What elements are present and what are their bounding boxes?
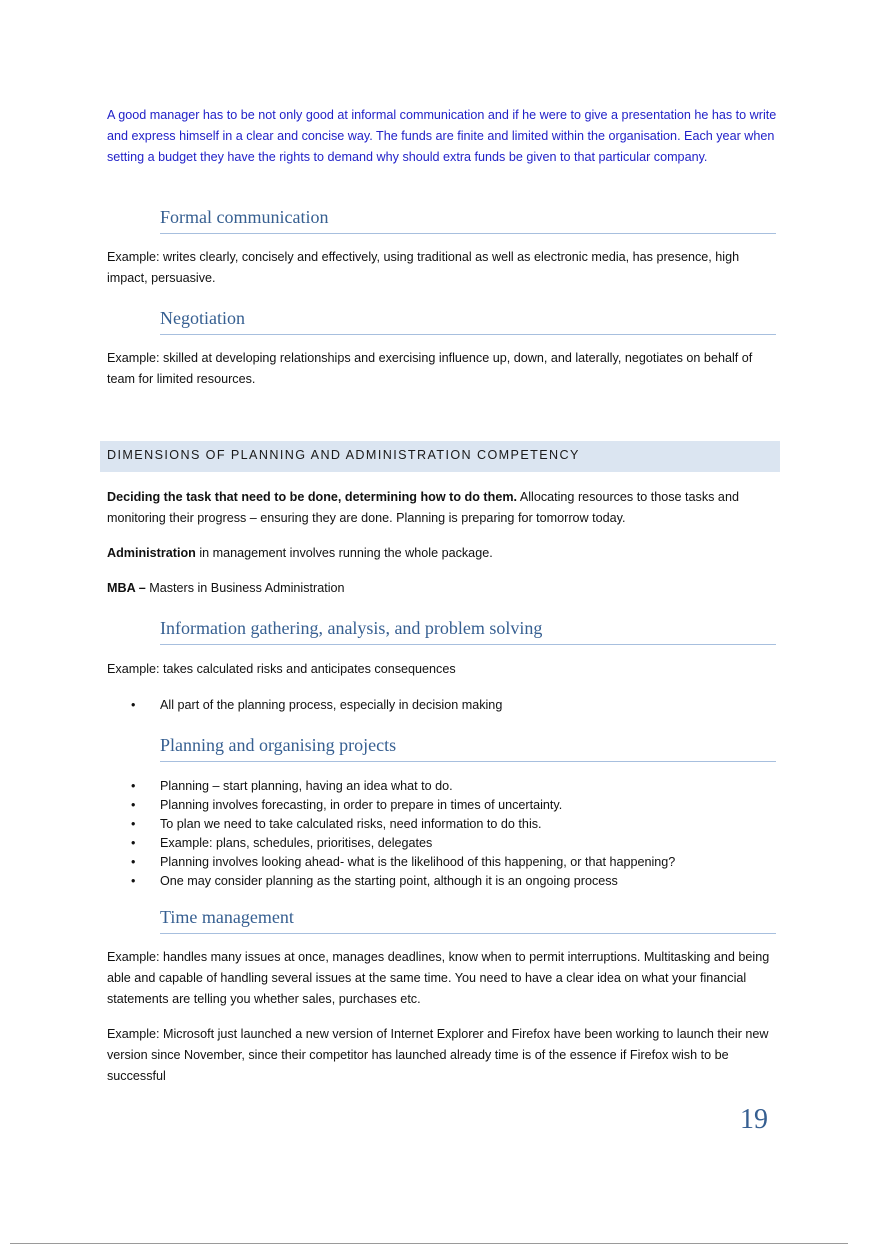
heading-information-gathering: Information gathering, analysis, and problem solving (160, 616, 776, 645)
formal-example: Example: writes clearly, concisely and effectively, using traditional as well as electronic media, has presence, high impact, persuasive. (107, 250, 740, 285)
heading-planning-organising: Planning and organising projects (160, 733, 776, 762)
projects-bullet-list (107, 777, 767, 891)
planning-intro-rest: Allocating resources to those tasks and monitoring their progress – ensuring they are done. Planning is preparing for tomorrow today. (107, 490, 739, 525)
mba-rest: Masters in Business Administration (145, 581, 345, 595)
bullet-icon: • (131, 836, 136, 850)
planning-intro-bold: Deciding the task that need to be done, determining how to do them. (107, 490, 518, 504)
bullet-icon: • (131, 698, 136, 712)
mba-paragraph (107, 578, 777, 599)
bullet-icon: • (131, 779, 136, 793)
time-example-2: Example: Microsoft just launched a new version of Internet Explorer and Firefox have been working to launch their new version since November, since their competitor has launched already time is of the essence if Firefox wish to be successful (107, 1027, 769, 1083)
planning-intro-paragraph (107, 487, 777, 529)
info-example: Example: takes calculated risks and anticipates consequences (107, 662, 456, 676)
time-example-1: Example: handles many issues at once, manages deadlines, know when to permit interruptions. Multitasking and being able and capable of handling several issues at the same time. You need to have a clear idea on what your financial statements are telling you whether sales, purchases etc. (107, 950, 770, 1006)
heading-negotiation: Negotiation (160, 306, 776, 335)
page-number: 19 (740, 1104, 768, 1135)
bullet-icon: • (131, 874, 136, 888)
bullet-icon: • (131, 855, 136, 869)
list-item: • One may consider planning as the starting point, although it is an ongoing process (107, 872, 767, 891)
info-bullet-list (107, 696, 767, 715)
administration-rest: in management involves running the whole package. (195, 546, 493, 560)
negotiation-example: Example: skilled at developing relationships and exercising influence up, down, and laterally, negotiates on behalf of team for limited resources. (107, 351, 753, 386)
heading-time-management: Time management (160, 905, 776, 934)
list-item: • Planning involves forecasting, in order to prepare in times of uncertainty. (107, 796, 767, 815)
administration-paragraph (107, 543, 777, 564)
footer-divider (10, 1243, 848, 1244)
heading-formal-communication: Formal communication (160, 205, 776, 234)
mba-bold: MBA – (107, 581, 146, 595)
list-item: • To plan we need to take calculated risks, need information to do this. (107, 815, 767, 834)
list-item: • Planning – start planning, having an idea what to do. (107, 777, 767, 796)
administration-bold: Administration (107, 546, 196, 560)
list-item: • Planning involves looking ahead- what is the likelihood of this happening, or that happening? (107, 853, 767, 872)
list-item: • All part of the planning process, especially in decision making (107, 696, 767, 715)
list-item: • Example: plans, schedules, prioritises, delegates (107, 834, 767, 853)
section-header-bar (100, 441, 780, 472)
bullet-icon: • (131, 798, 136, 812)
bullet-icon: • (131, 817, 136, 831)
section-title: DIMENSIONS OF PLANNING AND ADMINISTRATION COMPETENCY (107, 448, 580, 462)
intro-paragraph: A good manager has to be not only good at informal communication and if he were to give a presentation he has to write and express himself in a clear and concise way. The funds are finite and limited within the organisation. Each year when setting a budget they have the rights to demand why should extra funds be given to that particular company. (107, 108, 777, 164)
